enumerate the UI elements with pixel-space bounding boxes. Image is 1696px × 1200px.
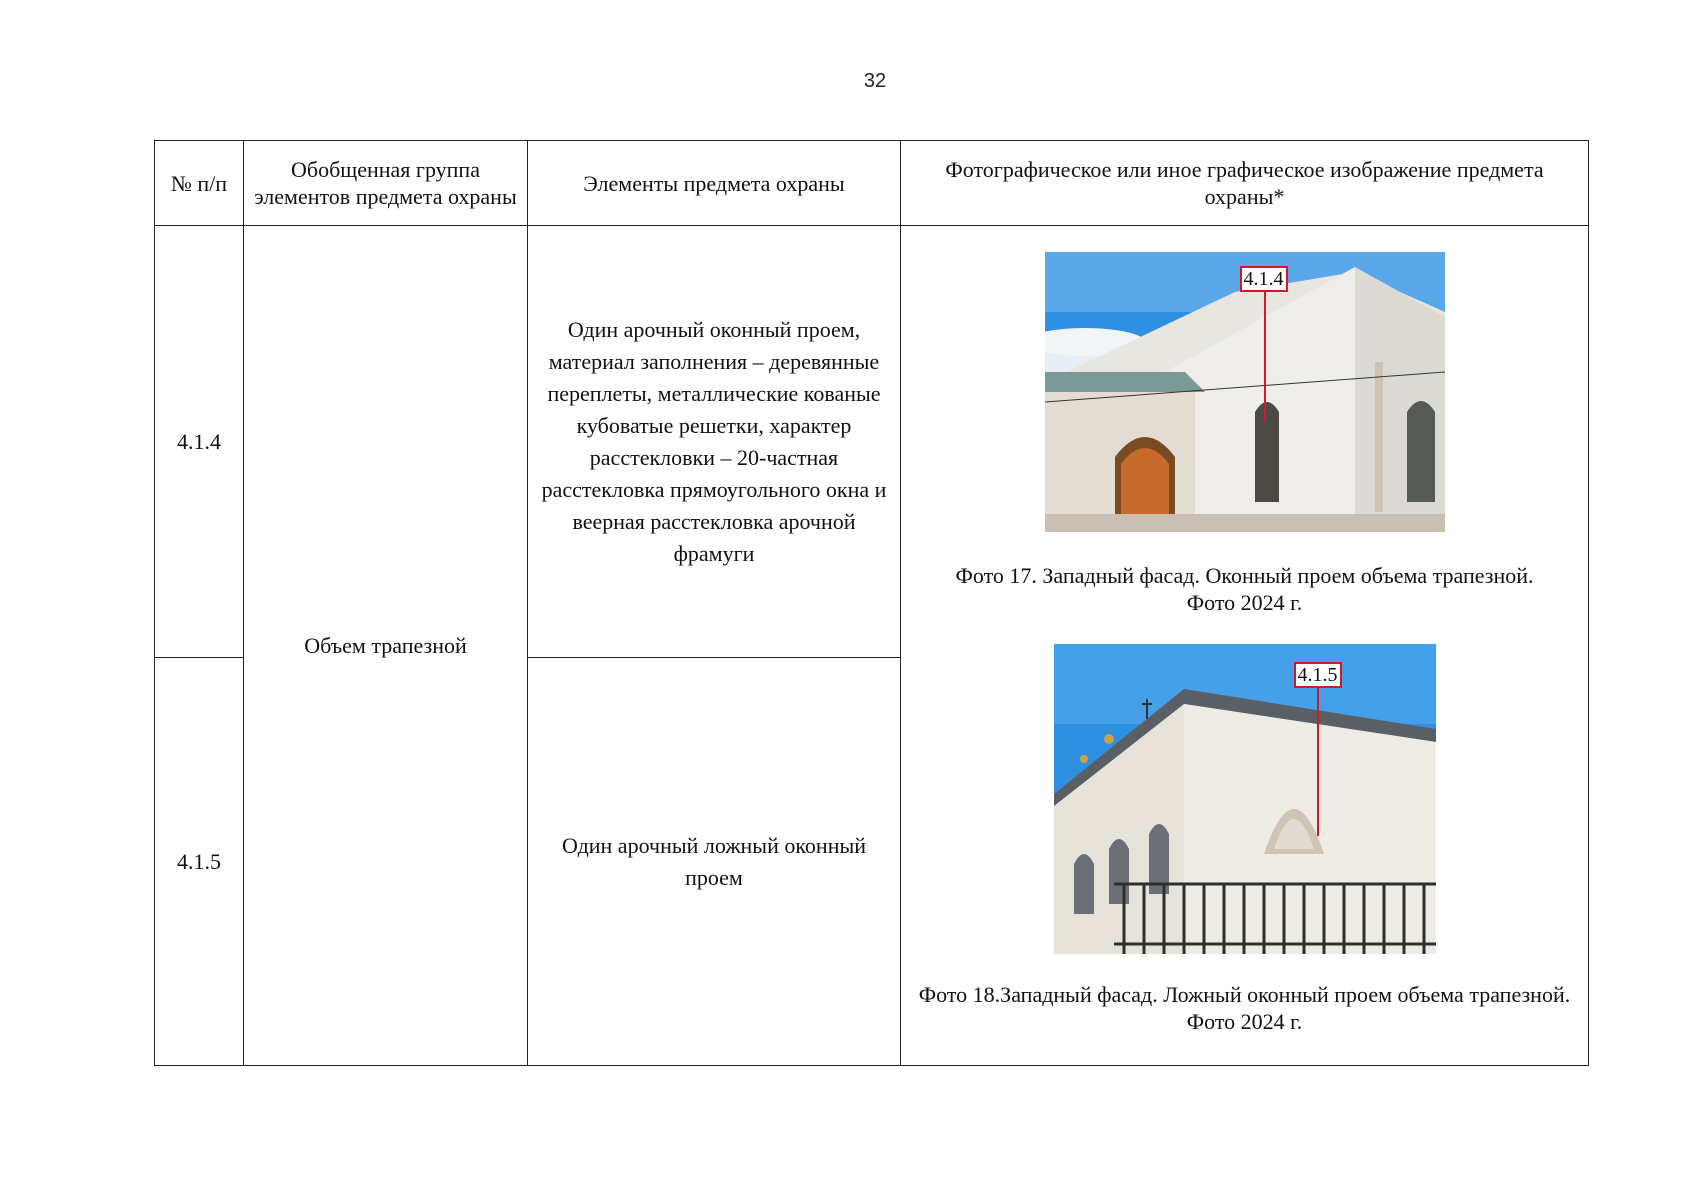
church-false-window-photo xyxy=(1054,644,1436,954)
page-number: 32 xyxy=(863,70,887,92)
protection-table xyxy=(154,140,1589,1066)
header-elements: Элементы предмета охраны xyxy=(528,141,901,226)
elements-cell: Один арочный оконный проем, материал заполнения – деревянные переплеты, металлические кованые кубоватые решетки, характер расстекловки – 20-частная расстекловка прямоугольного окна и веерная расстекловка арочной фрамуги xyxy=(528,226,901,658)
row-number: 4.1.4 xyxy=(155,226,244,658)
header-number: № п/п xyxy=(155,141,244,226)
photo-18-caption-line-2: Фото 2024 г. xyxy=(1186,1009,1303,1034)
elements-cell: Один арочный ложный оконный проем xyxy=(528,658,901,1066)
photo-marker-4-1-5: 4.1.5 xyxy=(1294,662,1342,688)
photo-18 xyxy=(1054,644,1436,954)
photo-17-caption-line-2: Фото 2024 г. xyxy=(1186,590,1303,615)
photo-17-caption-line-1: Фото 17. Западный фасад. Оконный проем объема трапезной. xyxy=(955,563,1534,588)
row-number: 4.1.5 xyxy=(155,658,244,1066)
table-header-row xyxy=(155,141,1589,226)
header-image: Фотографическое или иное графическое изображение предмета охраны* xyxy=(901,141,1589,226)
marker-line xyxy=(1264,292,1266,422)
photo-17 xyxy=(1045,252,1445,532)
photo-marker-4-1-4: 4.1.4 xyxy=(1240,266,1288,292)
church-window-photo xyxy=(1045,252,1445,532)
photos-cell xyxy=(901,226,1589,1066)
photo-18-caption-line-1: Фото 18.Западный фасад. Ложный оконный проем объема трапезной. xyxy=(918,982,1571,1007)
header-group: Обобщенная группа элементов предмета охраны xyxy=(244,141,528,226)
group-cell: Объем трапезной xyxy=(244,226,528,1066)
table-row xyxy=(155,226,1589,658)
marker-line xyxy=(1317,686,1319,836)
